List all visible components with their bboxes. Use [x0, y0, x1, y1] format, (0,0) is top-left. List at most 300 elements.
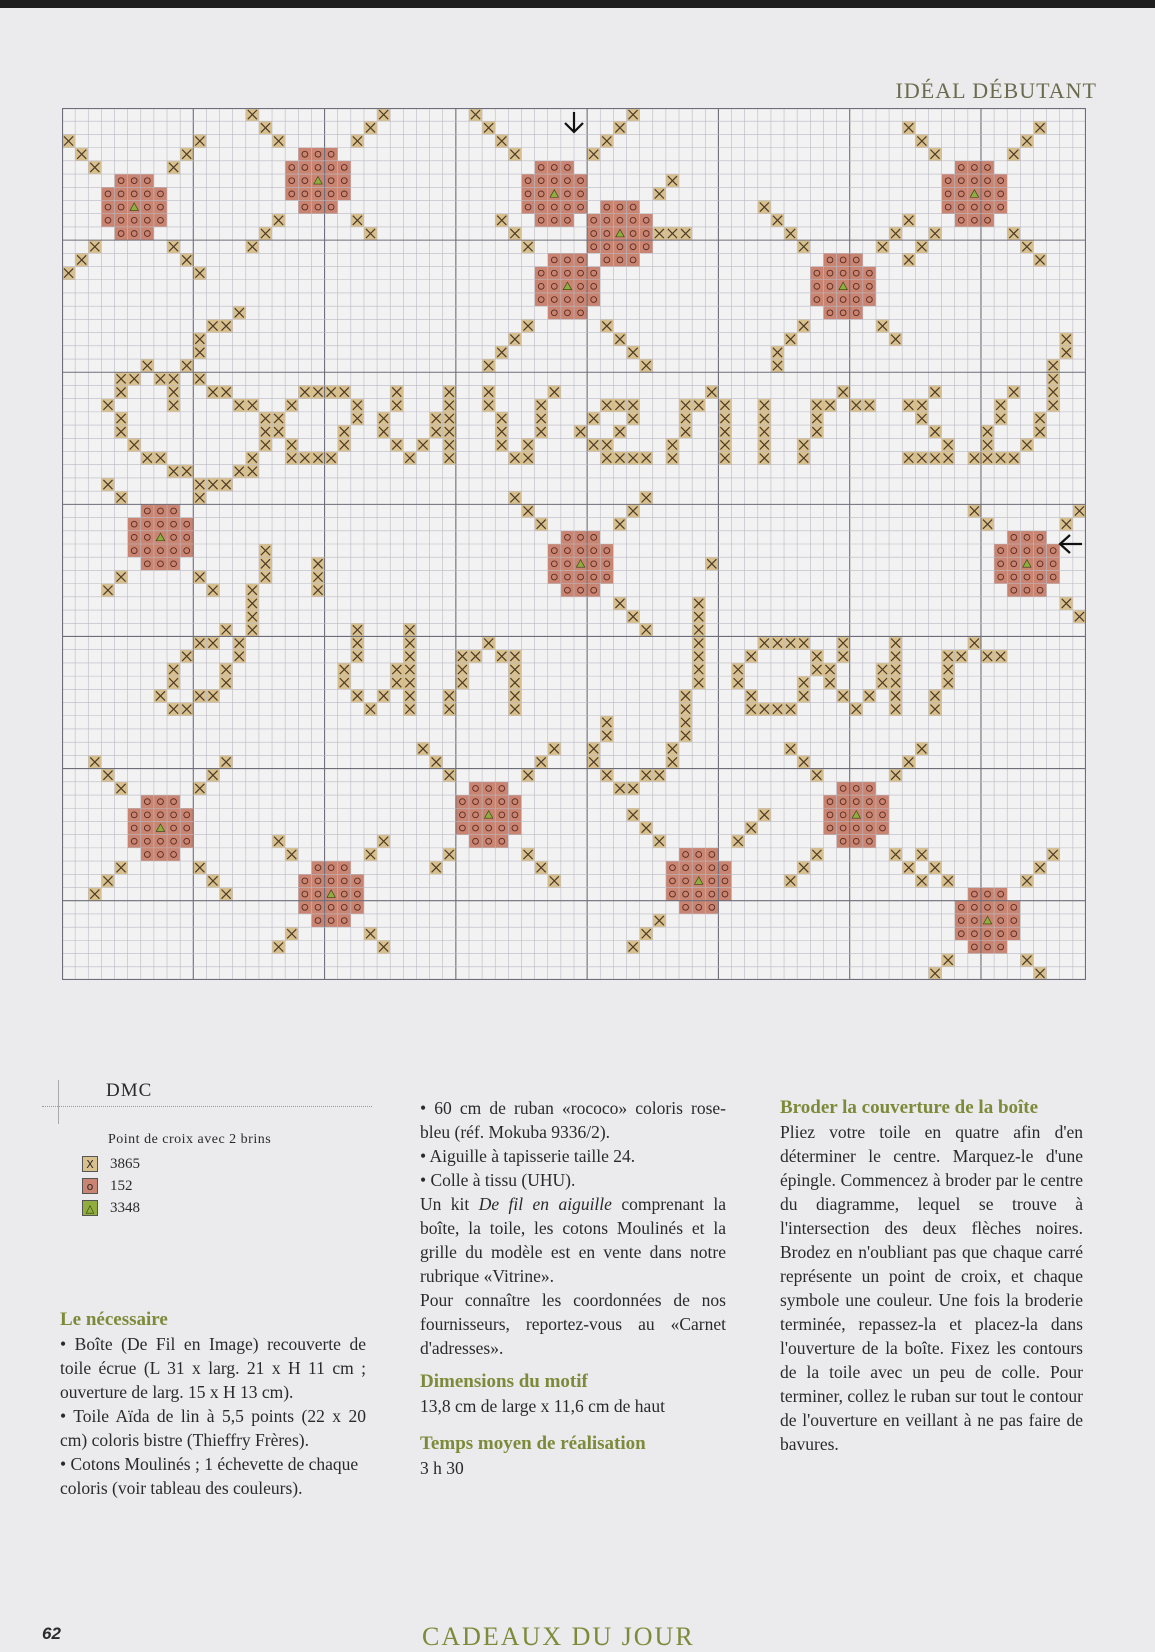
- stitch-152: [587, 531, 600, 544]
- stitch-152: [469, 795, 482, 808]
- stitch-152: [968, 901, 981, 914]
- stitch-152: [837, 795, 850, 808]
- stitch-152: [994, 557, 1007, 570]
- chart-grid: [62, 108, 1086, 980]
- necessaire-item: • Boîte (De Fil en Image) recouverte de toile écrue (L 31 x larg. 21 x H 11 cm ; ouverture de larg. 15 x H 13 cm).: [60, 1334, 366, 1402]
- stitch-152: [587, 584, 600, 597]
- stitch-152: [692, 888, 705, 901]
- stitch-152: [141, 821, 154, 834]
- time-title: Temps moyen de réalisation: [420, 1433, 646, 1454]
- contact-paragraph: Pour connaître les coordonnées de nos fournisseurs, reportez-vous au «Carnet d'adresses».: [420, 1290, 726, 1358]
- stitch-152: [850, 280, 863, 293]
- stitch-152: [561, 174, 574, 187]
- stitch-152: [955, 901, 968, 914]
- stitch-152: [128, 187, 141, 200]
- stitch-152: [115, 174, 128, 187]
- stitch-152: [627, 227, 640, 240]
- stitch-152: [456, 821, 469, 834]
- stitch-152: [823, 821, 836, 834]
- stitch-152: [548, 544, 561, 557]
- stitch-152: [154, 848, 167, 861]
- stitch-152: [955, 174, 968, 187]
- stitch-152: [561, 200, 574, 213]
- stitch-152: [311, 161, 324, 174]
- materials-section: [420, 1096, 726, 1480]
- stitch-152: [469, 808, 482, 821]
- stitch-152: [863, 835, 876, 848]
- stitch-152: [128, 808, 141, 821]
- stitch-152: [548, 267, 561, 280]
- stitch-152: [679, 874, 692, 887]
- stitch-152: [128, 544, 141, 557]
- stitch-152: [482, 795, 495, 808]
- triangle-symbol-icon: △: [82, 1200, 98, 1216]
- stitch-152: [115, 200, 128, 213]
- stitch-152: [141, 227, 154, 240]
- stitch-152: [311, 914, 324, 927]
- stitch-152: [627, 253, 640, 266]
- stitch-152: [325, 148, 338, 161]
- dimensions-title: Dimensions du motif: [420, 1371, 588, 1392]
- stitch-152: [1007, 927, 1020, 940]
- stitch-152: [1033, 584, 1046, 597]
- stitch-152: [561, 531, 574, 544]
- stitch-152: [574, 267, 587, 280]
- stitch-152: [587, 544, 600, 557]
- necessaire-item: • Cotons Moulinés ; 1 échevette de chaque coloris (voir tableau des couleurs).: [60, 1454, 359, 1498]
- stitch-152: [850, 293, 863, 306]
- stitch-152: [154, 795, 167, 808]
- stitch-152: [850, 821, 863, 834]
- stitch-152: [456, 795, 469, 808]
- stitch-152: [968, 914, 981, 927]
- stitch-152: [981, 888, 994, 901]
- stitch-152: [679, 901, 692, 914]
- stitch-152: [154, 518, 167, 531]
- stitch-152: [600, 227, 613, 240]
- stitch-152: [679, 848, 692, 861]
- stitch-152: [627, 214, 640, 227]
- legend-divider: [42, 1106, 372, 1107]
- stitch-152: [1020, 544, 1033, 557]
- stitch-152: [338, 914, 351, 927]
- stitch-152: [141, 518, 154, 531]
- legend-code: 3348: [110, 1199, 140, 1216]
- stitch-152: [679, 888, 692, 901]
- stitch-152: [574, 187, 587, 200]
- stitch-152: [574, 570, 587, 583]
- stitch-152: [968, 174, 981, 187]
- stitch-152: [154, 504, 167, 517]
- stitch-152: [351, 888, 364, 901]
- stitch-152: [955, 161, 968, 174]
- stitch-152: [180, 808, 193, 821]
- top-edge-bar: [0, 0, 1155, 8]
- stitch-152: [994, 901, 1007, 914]
- stitch-152: [128, 174, 141, 187]
- stitch-152: [180, 821, 193, 834]
- stitch-152: [600, 570, 613, 583]
- stitch-152: [561, 544, 574, 557]
- stitch-152: [548, 174, 561, 187]
- materials-item: • Aiguille à tapisserie taille 24.: [420, 1146, 636, 1166]
- stitch-152: [548, 557, 561, 570]
- stitch-152: [311, 148, 324, 161]
- stitch-152: [574, 306, 587, 319]
- stitch-152: [574, 174, 587, 187]
- broder-text: Pliez votre toile en quatre afin d'en déterminer le centre. Marquez-le d'une épingle. Commencez à broder par le centre du diagramme, lequel se trouve à l'intersection des deux flèches noires. Brodez en n'oubliant pas que chaque carré représente un point de croix, et chaque symbole une couleur. Une fois la broderie terminée, repassez-la et placez-la dans l'ouverture de la boîte. Fixez les contours de la toile avec un peu de colle. Pour terminer, collez le ruban sur tout le contour de l'ouverture en veillant à ne pas faire de bavures.: [780, 1122, 1083, 1454]
- stitch-152: [325, 874, 338, 887]
- stitch-152: [338, 861, 351, 874]
- stitch-152: [1007, 901, 1020, 914]
- necessaire-section: [60, 1308, 366, 1500]
- stitch-152: [298, 874, 311, 887]
- stitch-152: [141, 200, 154, 213]
- stitch-152: [994, 200, 1007, 213]
- stitch-152: [587, 557, 600, 570]
- kit-paragraph: [420, 1192, 726, 1288]
- stitch-152: [574, 293, 587, 306]
- stitch-152: [823, 293, 836, 306]
- stitch-152: [311, 874, 324, 887]
- stitch-152: [298, 148, 311, 161]
- broder-title: Broder la couverture de la boîte: [780, 1097, 1039, 1118]
- stitch-152: [968, 200, 981, 213]
- stitch-152: [351, 901, 364, 914]
- stitch-152: [482, 821, 495, 834]
- stitch-152: [994, 544, 1007, 557]
- stitch-152: [981, 200, 994, 213]
- stitch-152: [1020, 531, 1033, 544]
- stitch-152: [613, 214, 626, 227]
- circle-symbol-icon: o: [82, 1178, 98, 1194]
- stitch-152: [705, 848, 718, 861]
- stitch-152: [338, 874, 351, 887]
- stitch-152: [863, 267, 876, 280]
- stitch-152: [1047, 570, 1060, 583]
- stitch-152: [298, 888, 311, 901]
- stitch-152: [325, 861, 338, 874]
- stitch-152: [850, 782, 863, 795]
- stitch-152: [338, 187, 351, 200]
- stitch-152: [850, 306, 863, 319]
- stitch-152: [942, 174, 955, 187]
- stitch-152: [994, 940, 1007, 953]
- stitch-152: [574, 584, 587, 597]
- stitch-152: [837, 267, 850, 280]
- stitch-152: [863, 795, 876, 808]
- stitch-152: [311, 901, 324, 914]
- stitch-152: [600, 240, 613, 253]
- stitch-152: [154, 544, 167, 557]
- stitch-152: [141, 835, 154, 848]
- stitch-152: [981, 161, 994, 174]
- stitch-152: [521, 200, 534, 213]
- stitch-152: [561, 161, 574, 174]
- stitch-152: [837, 782, 850, 795]
- stitch-152: [574, 253, 587, 266]
- stitch-152: [994, 888, 1007, 901]
- stitch-152: [981, 927, 994, 940]
- stitch-152: [311, 861, 324, 874]
- stitch-152: [863, 808, 876, 821]
- time-value: 3 h 30: [420, 1458, 464, 1478]
- stitch-152: [600, 200, 613, 213]
- stitch-152: [128, 214, 141, 227]
- stitch-152: [613, 253, 626, 266]
- stitch-152: [548, 570, 561, 583]
- stitch-152: [837, 293, 850, 306]
- stitch-152: [154, 808, 167, 821]
- stitch-152: [508, 808, 521, 821]
- stitch-152: [837, 821, 850, 834]
- stitch-152: [561, 584, 574, 597]
- stitch-152: [705, 874, 718, 887]
- stitch-152: [1033, 531, 1046, 544]
- kit-prefix: Un kit: [420, 1194, 479, 1214]
- stitch-152: [548, 214, 561, 227]
- stitch-152: [141, 214, 154, 227]
- stitch-152: [561, 570, 574, 583]
- stitch-152: [154, 200, 167, 213]
- stitch-152: [1020, 584, 1033, 597]
- stitch-152: [167, 808, 180, 821]
- stitch-152: [600, 214, 613, 227]
- stitch-152: [180, 531, 193, 544]
- stitch-152: [325, 187, 338, 200]
- stitch-152: [180, 835, 193, 848]
- stitch-152: [994, 174, 1007, 187]
- stitch-152: [338, 901, 351, 914]
- stitch-152: [141, 531, 154, 544]
- stitch-152: [548, 200, 561, 213]
- legend-code: 3865: [110, 1155, 140, 1172]
- stitch-152: [180, 544, 193, 557]
- stitch-152: [640, 214, 653, 227]
- stitch-152: [298, 174, 311, 187]
- stitch-152: [167, 531, 180, 544]
- stitch-152: [338, 161, 351, 174]
- stitch-152: [823, 267, 836, 280]
- cross-symbol-icon: X: [82, 1156, 98, 1172]
- magazine-title: CADEAUX DU JOUR: [422, 1622, 695, 1651]
- stitch-152: [705, 861, 718, 874]
- stitch-152: [561, 253, 574, 266]
- stitch-152: [863, 782, 876, 795]
- stitch-152: [167, 848, 180, 861]
- stitch-152: [101, 200, 114, 213]
- stitch-152: [640, 227, 653, 240]
- stitch-152: [850, 795, 863, 808]
- stitch-152: [1033, 544, 1046, 557]
- stitch-152: [495, 821, 508, 834]
- stitch-152: [128, 227, 141, 240]
- legend-divider-vertical: [58, 1080, 59, 1124]
- kit-text: comprenant la boîte, la toile, les cotons Moulinés et la grille du modèle est en vente dans notre rubrique «Vitrine».: [420, 1194, 727, 1286]
- stitch-152: [1007, 584, 1020, 597]
- stitch-152: [325, 901, 338, 914]
- cross-stitch-chart: [62, 108, 1086, 980]
- stitch-152: [1007, 570, 1020, 583]
- stitch-152: [128, 531, 141, 544]
- stitch-152: [981, 214, 994, 227]
- stitch-152: [548, 253, 561, 266]
- stitch-152: [141, 808, 154, 821]
- stitch-152: [823, 280, 836, 293]
- stitch-152: [823, 253, 836, 266]
- stitch-152: [141, 557, 154, 570]
- stitch-152: [574, 544, 587, 557]
- necessaire-item: • Toile Aïda de lin à 5,5 points (22 x 20 cm) coloris bistre (Thieffry Frères).: [60, 1406, 366, 1450]
- stitch-152: [613, 240, 626, 253]
- stitch-152: [338, 888, 351, 901]
- stitch-152: [154, 214, 167, 227]
- stitch-152: [535, 174, 548, 187]
- stitch-152: [167, 518, 180, 531]
- stitch-152: [587, 280, 600, 293]
- stitch-152: [141, 848, 154, 861]
- stitch-152: [823, 306, 836, 319]
- stitch-152: [115, 227, 128, 240]
- legend-item-152: [82, 1176, 133, 1196]
- stitch-152: [561, 306, 574, 319]
- stitch-152: [587, 240, 600, 253]
- stitch-152: [587, 267, 600, 280]
- stitch-152: [994, 927, 1007, 940]
- stitch-152: [1007, 544, 1020, 557]
- stitch-152: [955, 200, 968, 213]
- stitch-152: [495, 808, 508, 821]
- stitch-152: [823, 795, 836, 808]
- stitch-152: [574, 280, 587, 293]
- stitch-152: [810, 280, 823, 293]
- stitch-152: [508, 795, 521, 808]
- stitch-152: [495, 782, 508, 795]
- stitch-152: [535, 267, 548, 280]
- stitch-152: [167, 795, 180, 808]
- stitch-152: [850, 253, 863, 266]
- stitch-152: [141, 174, 154, 187]
- stitch-152: [574, 200, 587, 213]
- stitch-152: [325, 200, 338, 213]
- stitch-152: [535, 161, 548, 174]
- stitch-152: [587, 227, 600, 240]
- stitch-152: [521, 174, 534, 187]
- stitch-152: [1047, 544, 1060, 557]
- stitch-152: [810, 293, 823, 306]
- stitch-152: [285, 187, 298, 200]
- stitch-152: [141, 795, 154, 808]
- stitch-152: [521, 187, 534, 200]
- stitch-152: [692, 901, 705, 914]
- stitch-152: [141, 544, 154, 557]
- stitch-152: [456, 808, 469, 821]
- legend-code: 152: [110, 1177, 133, 1194]
- broder-section: [780, 1096, 1083, 1456]
- stitch-152: [718, 888, 731, 901]
- stitch-152: [101, 187, 114, 200]
- stitch-152: [981, 187, 994, 200]
- stitch-152: [876, 821, 889, 834]
- stitch-152: [968, 214, 981, 227]
- stitch-152: [692, 848, 705, 861]
- stitch-152: [115, 214, 128, 227]
- stitch-152: [1033, 570, 1046, 583]
- legend-subtitle: Point de croix avec 2 brins: [108, 1132, 272, 1147]
- stitch-152: [535, 293, 548, 306]
- stitch-152: [311, 187, 324, 200]
- stitch-152: [298, 161, 311, 174]
- stitch-152: [128, 821, 141, 834]
- stitch-152: [981, 901, 994, 914]
- stitch-152: [968, 940, 981, 953]
- stitch-152: [495, 835, 508, 848]
- legend-item-3348: [82, 1198, 140, 1218]
- stitch-152: [482, 782, 495, 795]
- stitch-152: [942, 187, 955, 200]
- stitch-152: [666, 888, 679, 901]
- stitch-152: [955, 187, 968, 200]
- stitch-152: [705, 888, 718, 901]
- stitch-152: [508, 821, 521, 834]
- stitch-152: [115, 187, 128, 200]
- stitch-152: [587, 214, 600, 227]
- stitch-152: [1047, 557, 1060, 570]
- stitch-152: [325, 161, 338, 174]
- stitch-152: [1007, 557, 1020, 570]
- stitch-152: [128, 835, 141, 848]
- stitch-152: [548, 280, 561, 293]
- stitch-152: [167, 821, 180, 834]
- stitch-152: [1033, 557, 1046, 570]
- stitch-152: [101, 214, 114, 227]
- stitch-152: [666, 874, 679, 887]
- stitch-152: [167, 504, 180, 517]
- stitch-152: [994, 187, 1007, 200]
- stitch-152: [338, 174, 351, 187]
- stitch-152: [981, 940, 994, 953]
- necessaire-title: Le nécessaire: [60, 1309, 168, 1330]
- stitch-152: [837, 808, 850, 821]
- stitch-152: [968, 927, 981, 940]
- kit-brand: De fil en aiguille: [478, 1194, 612, 1214]
- stitch-152: [613, 200, 626, 213]
- stitch-152: [325, 914, 338, 927]
- stitch-152: [1007, 531, 1020, 544]
- stitch-152: [994, 914, 1007, 927]
- stitch-152: [548, 161, 561, 174]
- stitch-152: [561, 267, 574, 280]
- stitch-152: [548, 293, 561, 306]
- stitch-152: [600, 253, 613, 266]
- stitch-152: [167, 544, 180, 557]
- stitch-152: [561, 557, 574, 570]
- stitch-152: [535, 214, 548, 227]
- materials-item: • Colle à tissu (UHU).: [420, 1170, 576, 1190]
- stitch-152: [850, 835, 863, 848]
- stitch-152: [469, 821, 482, 834]
- stitch-152: [666, 861, 679, 874]
- stitch-152: [718, 874, 731, 887]
- stitch-152: [837, 306, 850, 319]
- stitch-152: [128, 518, 141, 531]
- stitch-152: [968, 888, 981, 901]
- stitch-152: [942, 200, 955, 213]
- stitch-152: [627, 240, 640, 253]
- legend-brand: DMC: [106, 1080, 153, 1101]
- stitch-152: [863, 280, 876, 293]
- stitch-152: [535, 280, 548, 293]
